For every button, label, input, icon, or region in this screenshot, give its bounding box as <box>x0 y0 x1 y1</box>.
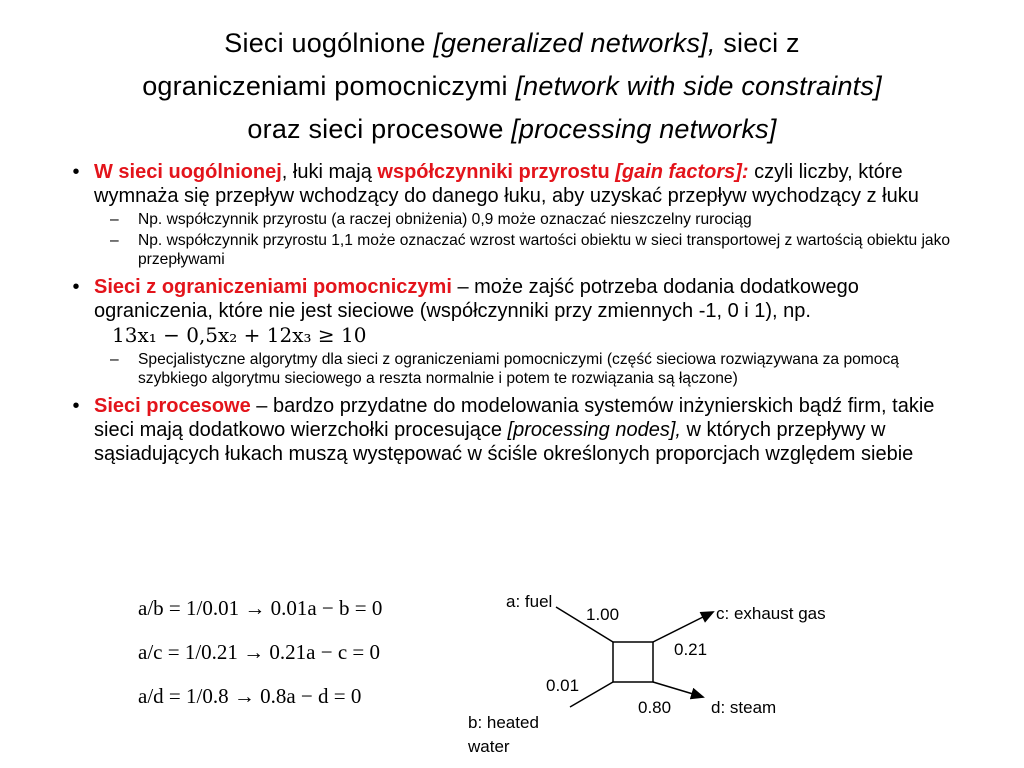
weight-water: 0.01 <box>546 676 580 695</box>
term-processing: Sieci procesowe <box>94 395 251 417</box>
formula-ac: a/c = 1/0.21 → 0.21a − c = 0 <box>138 640 380 664</box>
bullet-text: czyli liczby, które wymnaża się przepływ wchodzący do danego łuku, aby uzyskać przepływ wychodzący z łuku <box>94 161 919 207</box>
processing-node-diagram <box>458 585 838 765</box>
label-water-2: water <box>468 737 510 756</box>
constraint-equation: 13x₁ − 0,5x₂ + 12x₃ ≥ 10 <box>112 323 367 347</box>
process-node-box <box>613 642 653 682</box>
title-term-processing: [processing networks] <box>511 114 777 144</box>
weight-exhaust: 0.21 <box>674 640 708 659</box>
title-term-generalized: [generalized networks], <box>433 28 716 58</box>
sub-bullet-text: Specjalistyczne algorytmy dla sieci z ograniczeniami pomocniczymi (część sieciowa rozwiązywana za pomocą szybkiego algorytmu sieciowego a reszta normalnie i potem te rozwiązania są łączone) <box>138 351 899 387</box>
weight-fuel: 1.00 <box>586 605 620 624</box>
dash-marker: – <box>110 232 119 249</box>
bullet-text: w których przepływy w sąsiadujących łukach muszą występować w ściśle określonych proporcjach względem siebie <box>94 419 914 465</box>
sub-bullet-text: Np. współczynnik przyrostu (a raczej obniżenia) 0,9 może oznaczać nieszczelny rurociąg <box>138 211 752 228</box>
label-steam: d: steam <box>711 698 777 717</box>
sub-bullet <box>68 210 968 229</box>
bullet-marker: • <box>72 395 80 417</box>
label-fuel: a: fuel <box>506 592 553 611</box>
arc-exhaust <box>653 612 713 642</box>
sub-bullet <box>68 350 968 388</box>
term-side-constraints: Sieci z ograniczeniami pomocniczymi <box>94 276 452 298</box>
formula-ad: a/d = 1/0.8 → 0.8a − d = 0 <box>138 684 362 708</box>
sub-bullet <box>68 231 968 269</box>
label-exhaust: c: exhaust gas <box>716 604 826 623</box>
dash-marker: – <box>110 211 119 228</box>
term-generalized: W sieci uogólnionej <box>94 161 282 183</box>
bullet-generalized <box>68 160 968 208</box>
term-processing-nodes: [processing nodes], <box>507 419 681 441</box>
bullet-marker: • <box>72 276 80 298</box>
bullet-list <box>68 160 968 466</box>
title-term-side-constraints: [network with side constraints] <box>515 71 882 101</box>
title-text: oraz sieci procesowe <box>247 114 512 144</box>
bullet-processing <box>68 394 968 466</box>
label-water: b: heated <box>468 713 539 732</box>
bullet-text: , łuki mają <box>281 161 378 183</box>
bullet-marker: • <box>72 161 80 183</box>
dash-marker: – <box>110 351 119 368</box>
bullet-text: – może zajść potrzeba dodania dodatkowego ograniczenia, które nie jest sieciowe (współczynniki przy zmiennych -1, 0 i 1), np. <box>94 276 859 322</box>
term-gain-factors-en: [gain factors]: <box>615 161 749 183</box>
arc-steam <box>653 682 703 697</box>
ratio-formulas <box>138 596 382 728</box>
bullet-side-constraints <box>68 275 968 348</box>
title-text: ograniczeniami pomocniczymi <box>142 71 516 101</box>
weight-steam: 0.80 <box>638 698 672 717</box>
slide-title <box>60 22 964 151</box>
title-text: Sieci uogólnione <box>224 28 434 58</box>
title-text: sieci z <box>715 28 800 58</box>
sub-bullet-text: Np. współczynnik przyrostu 1,1 może oznaczać wzrost wartości obiektu w sieci transportowej z wartością obiektu jako przepływami <box>138 232 951 268</box>
term-gain-factors: współczynniki przyrostu <box>377 161 616 183</box>
formula-ab: a/b = 1/0.01 → 0.01a − b = 0 <box>138 596 383 620</box>
bullet-text: – bardzo przydatne do modelowania systemów inżynierskich bądź firm, takie sieci mają dodatkowo wierzchołki procesujące <box>94 395 935 441</box>
